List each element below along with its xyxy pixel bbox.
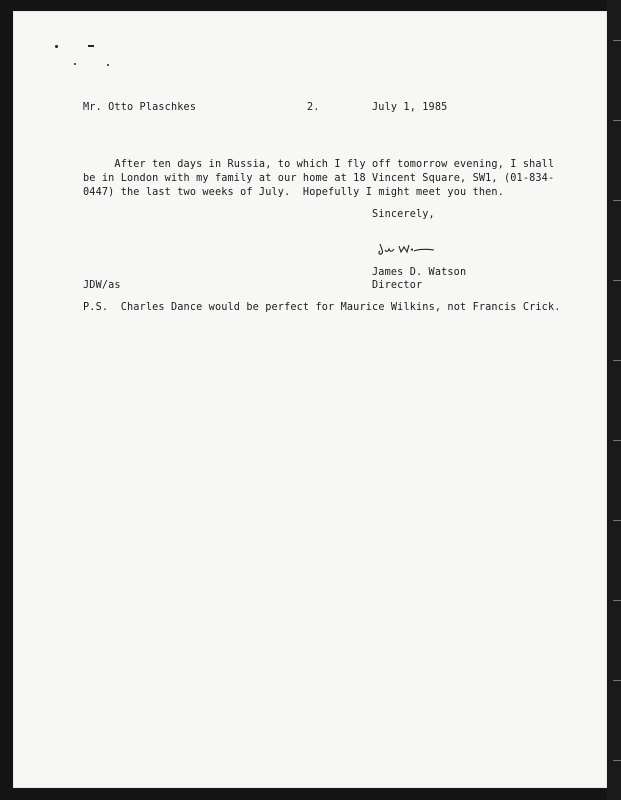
- ruler-tick: [613, 120, 621, 121]
- ruler-tick: [613, 760, 621, 761]
- recipient-line: Mr. Otto Plaschkes: [83, 102, 197, 113]
- typist-initials: JDW/as: [83, 280, 121, 291]
- page-number: 2.: [307, 102, 320, 113]
- ruler-tick: [613, 200, 621, 201]
- ruler-tick: [613, 360, 621, 361]
- body-line: 0447) the last two weeks of July. Hopefully I might meet you then.: [83, 187, 504, 198]
- stray-mark: [107, 64, 109, 66]
- ruler-tick: [613, 680, 621, 681]
- ruler-tick: [613, 40, 621, 41]
- ruler-tick: [613, 440, 621, 441]
- stray-mark: [55, 45, 58, 48]
- ruler-tick: [613, 280, 621, 281]
- signer-title: Director: [372, 280, 423, 291]
- ruler-tick: [613, 600, 621, 601]
- body-line: After ten days in Russia, to which I fly off tomorrow evening, I shall: [83, 159, 555, 170]
- ruler-tick: [613, 520, 621, 521]
- letter-date: July 1, 1985: [372, 102, 448, 113]
- postscript: P.S. Charles Dance would be perfect for Maurice Wilkins, not Francis Crick.: [83, 302, 561, 313]
- signer-name: James D. Watson: [372, 267, 467, 278]
- scanner-edge-ruler: [607, 0, 621, 800]
- letter-page: [13, 11, 607, 788]
- stray-mark: [88, 45, 94, 47]
- handwritten-signature: [376, 240, 436, 258]
- body-line: be in London with my family at our home at 18 Vincent Square, SW1, (01-834-: [83, 173, 555, 184]
- stray-mark: [74, 63, 76, 65]
- closing: Sincerely,: [372, 209, 435, 220]
